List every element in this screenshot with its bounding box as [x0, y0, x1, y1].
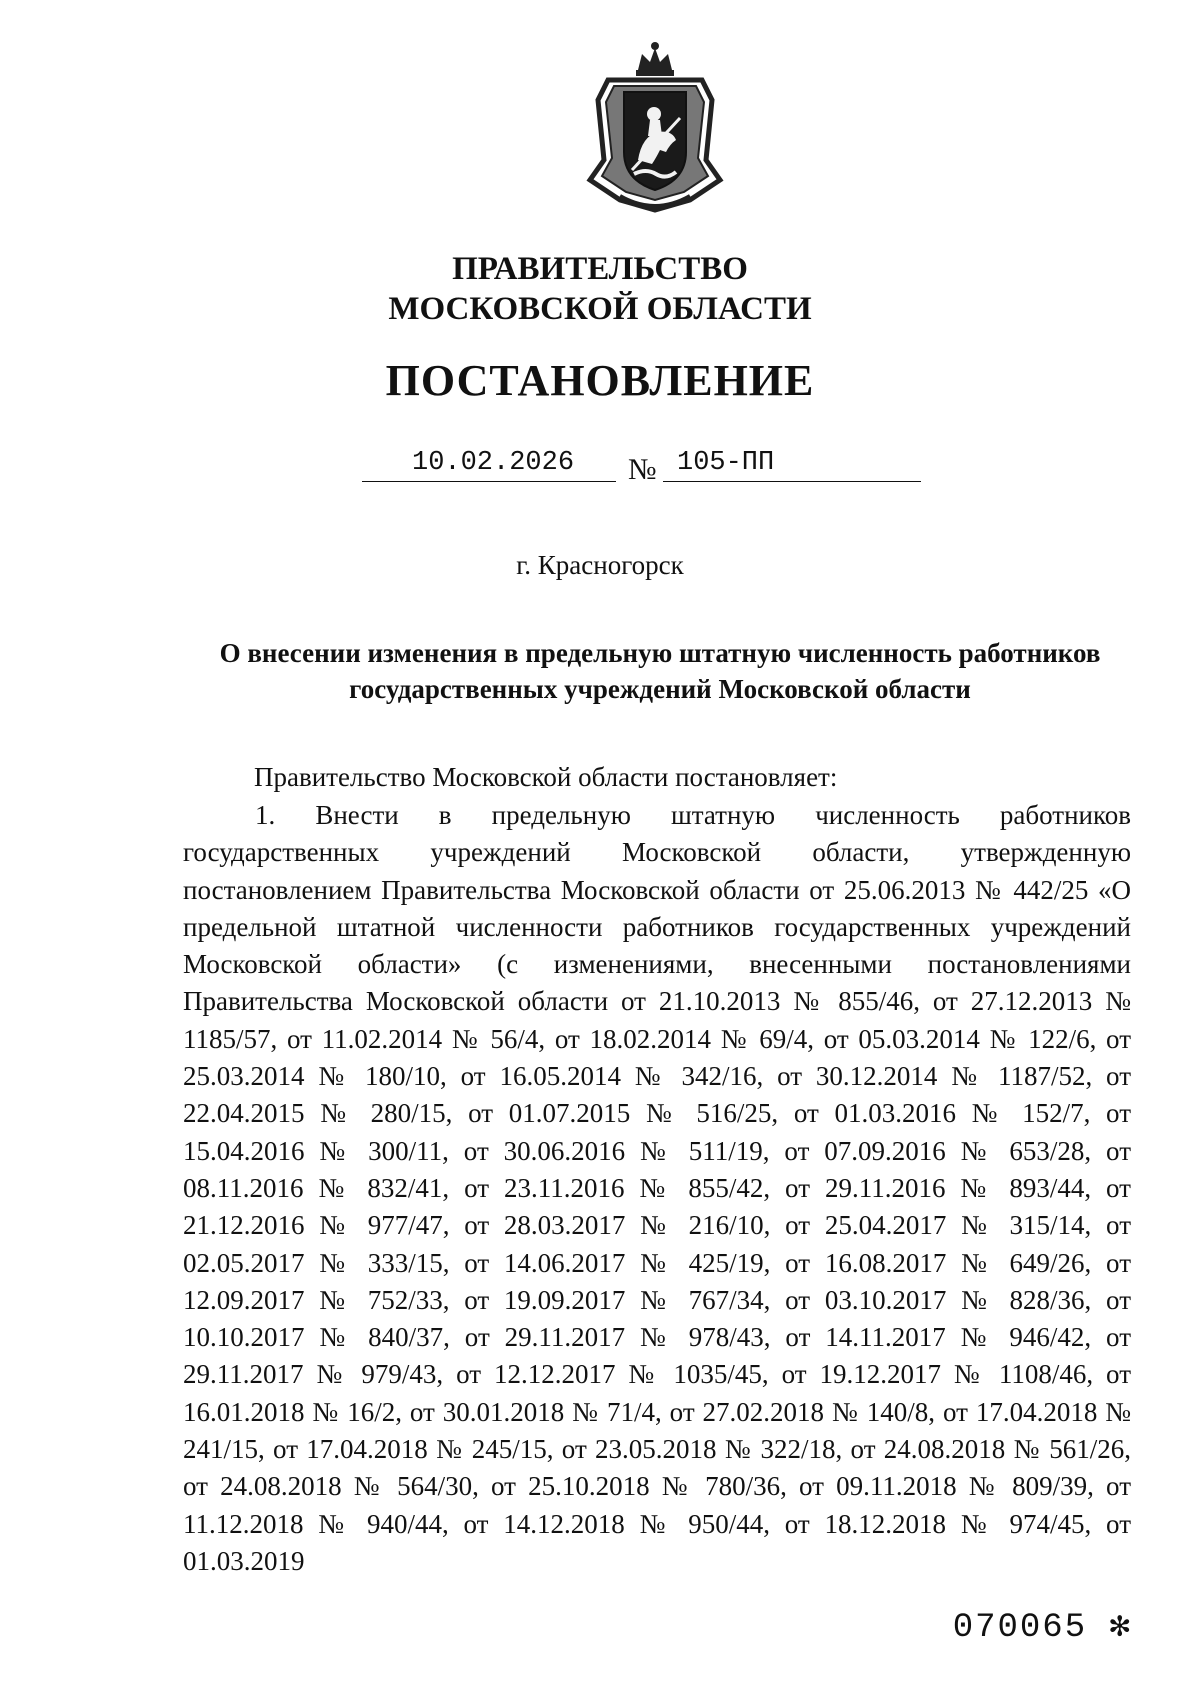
number-sign: № — [628, 453, 657, 486]
document-subject: О внесении изменения в предельную штатную численность работников государственных учреждений Московской области — [219, 638, 1101, 704]
city-name: г. Красногорск — [516, 550, 684, 580]
organization-name-line1: ПРАВИТЕЛЬСТВО — [452, 251, 748, 287]
document-type-title: ПОСТАНОВЛЕНИЕ — [385, 356, 815, 405]
date-underline — [362, 481, 616, 482]
registration-number: 105-ПП — [677, 448, 775, 478]
organization-name-line2: МОСКОВСКОЙ ОБЛАСТИ — [388, 291, 812, 327]
registration-date: 10.02.2026 — [412, 448, 575, 478]
serial-number: 070065 — [952, 1609, 1088, 1647]
coat-of-arms-icon — [580, 40, 730, 216]
paragraph-1: 1. Внести в предельную штатную численность работников государственных учреждений Московской области, утвержденную постановлением Правительства Московской области от 25.06.2013 № 442/25 «О предельной штатной численности работников государственных учреждений Московской области» (с изменениями, внесенными постановлениями Правительства Московской области от 21.10.2013 № 855/46, от 27.12.2013 № 1185/57, от 11.02.2014 № 56/4, от 18.02.2014 № 69/4, от 05.03.2014 № 122/6, от 25.03.2014 № 180/10, от 16.05.2014 № 342/16, от 30.12.2014 № 1187/52, от 22.04.2015 № 280/15, от 01.07.2015 № 516/25, от 01.03.2016 № 152/7, от 15.04.2016 № 300/11, от 30.06.2016 № 511/19, от 07.09.2016 № 653/28, от 08.11.2016 № 832/41, от 23.11.2016 № 855/42, от 29.11.2016 № 893/44, от 21.12.2016 № 977/47, от 28.03.2017 № 216/10, от 25.04.2017 № 315/14, от 02.05.2017 № 333/15, от 14.06.2017 № 425/19, от 16.08.2017 № 649/26, от 12.09.2017 № 752/33, от 19.09.2017 № 767/34, от 03.10.2017 № 828/36, от 10.10.2017 № 840/37, от 29.11.2017 № 978/43, от 14.11.2017 № 946/42, от 29.11.2017 № 979/43, от 12.12.2017 № 1035/45, от 19.12.2017 № 1108/46, от 16.01.2018 № 16/2, от 30.01.2018 № 71/4, от 27.02.2018 № 140/8, от 17.04.2018 № 241/15, от 17.04.2018 № 245/15, от 23.05.2018 № 322/18, от 24.08.2018 № 561/26, от 24.08.2018 № 564/30, от 25.10.2018 № 780/36, от 09.11.2018 № 809/39, от 11.12.2018 № 940/44, от 14.12.2018 № 950/44, от 18.12.2018 № 974/45, от 01.03.2019 — [183, 800, 1131, 1576]
preamble-text: Правительство Московской области постановляет: — [254, 762, 838, 792]
number-underline — [663, 481, 921, 482]
asterisk-mark-icon: ✻ — [1109, 1609, 1132, 1647]
serial-number-stamp — [953, 1605, 1132, 1647]
